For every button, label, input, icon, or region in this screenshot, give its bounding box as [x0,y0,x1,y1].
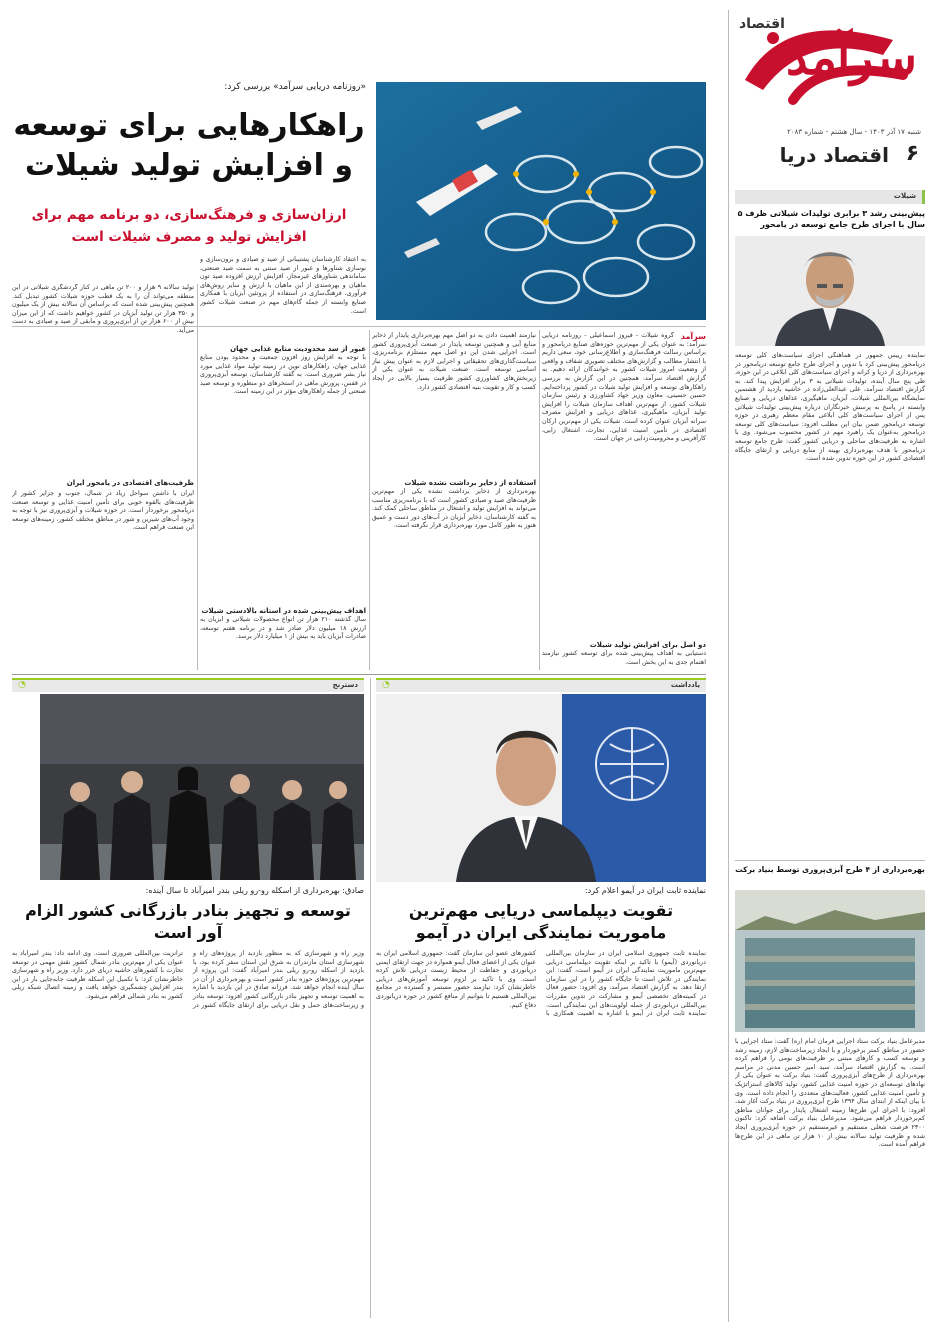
main-column-1-subheading: دو اصل برای افزایش تولید شیلات [589,641,706,649]
main-column-3-subheading: عبور از سد محدودیت منابع غذایی جهان [230,345,366,353]
port-headline: توسعه و تجهیز بنادر بازرگانی کشور الزام آور است [25,901,351,942]
port-story-tag-bar [12,678,364,692]
imo-portrait-photo [376,694,706,882]
imo-story-tag: یادداشت [670,681,700,689]
stories-divider [12,674,706,675]
sidebar-column-divider [728,10,729,1322]
main-fish-farm-photo [376,82,706,320]
page-number: ۶ [905,141,919,166]
sidebar-divider [735,860,925,861]
imo-story-tag-bar [376,678,706,692]
sidebar-tag: شیلات [735,190,925,204]
sidebar-aquaculture-photo [735,890,925,1032]
main-column-4-tail: ایران با داشتن سواحل زیاد در شمال، جنوب و جزایر کشور از ظرفیت‌های بالقوه خوبی برای تأمین امنیت غذایی و توسعه صنعت دریامحور برخوردار است. در حوزه شیلات و آبزی‌پروری نیز با توجه به وجود آب‌های شیرین و شور در مناطق مختلف کشور، زمینه‌های توسعه این صنعت فراهم است. [12,490,194,532]
col-divider-b [369,330,370,670]
main-column-3-subheading-2: اهداف پیش‌بینی شده در استانه بالادستی شیلات [201,607,366,615]
imo-body: نماینده ثابت جمهوری اسلامی ایران در سازمان بین‌المللی دریانوردی (آیمو) با تاکید بر اینکه تقویت دیپلماسی دریایی مهم‌ترین ماموریت نمایندگی ایران در آیمو است، گفت: این نمایندگی در تلاش است تا جایگاه کشور را در این سازمان ارتقا دهد. به گزارش اقتصاد سرآمد، وی افزود: حضور فعال در کمیته‌های تخصصی آیمو و مشارکت در تدوین مقررات بین‌المللی دریانوردی از جمله اولویت‌های این نمایندگی است. نماینده ثابت ایران در آیمو با اشاره به اهمیت همکاری با کشورهای عضو این سازمان گفت: جمهوری اسلامی ایران به عنوان یکی از اعضای فعال آیمو همواره در جهت ارتقای ایمنی دریانوردی و حفاظت از محیط زیست دریایی تلاش کرده است. وی با تاکید بر لزوم توسعه آموزش‌های دریایی خاطرنشان کرد: نیازمند حضور مستمر و گسترده در مجامع بین‌المللی هستیم تا بتوانیم از منافع کشور در حوزه دریانوردی دفاع کنیم. [376,950,706,1018]
sidebar [735,190,925,1320]
wifi-icon: ◔ [382,680,390,690]
main-column-1 [542,330,706,670]
port-visit-illustration [40,694,364,880]
col-divider-a [539,330,540,670]
main-headline: راهکارهایی برای توسعه و افزایش تولید شیلات [13,108,365,183]
sidebar-body-1: نماینده رییس جمهور در هماهنگی اجرای سیاست‌های کلی توسعه دریامحور پیش‌بینی کرد با تدوین و اجرای طرح جامع توسعه دریامحور در بهره‌برداری از دریا و کرانه و اجرای سیاست‌های کلی ابلاغی در این حوزه، طی پنج سال آینده، تولیدات شیلاتی به ۳ برابر افزایش پیدا کند. به گزارش اقتصاد سرآمد، علی عبدالعلی‌زاده در حاشیه بازدید از هشتمین نمایشگاه بین‌المللی شیلات، آبزیان، ماهیگیری، غذاهای دریایی و صنایع وابسته در پاسخ به پرسش خبرنگاران درباره پیش‌بینی تولیدات شیلاتی پس از اجرای سیاست‌های کلی ابلاغی مقام معظم رهبری در حوزه توسعه دریامحور ضمن بیان این مطلب افزود: سیاست‌های کلی توسعه دریامحور به‌عنوان یک راهبرد مهم در کشور محسوب می‌شود. وی با اشاره به ظرفیت‌های ساحلی و دریایی کشور گفت: طرح جامع توسعه دریامحور با هدف بهره‌برداری بهینه از منابع دریایی و ارتقای جایگاه اقتصادی کشور در این حوزه تدوین شده است. [735,352,925,463]
main-column-3-tail: با توجه به افزایش روز افزون جمعیت و محدود بودن منابع غذایی جهان، راهکارهای نوین در زمینه تولید مواد غذایی مورد نیاز بشر ضروری است. به گفته کارشناسان، توسعه آبزی‌پروری در قفس، پرورش ماهی در استخرهای دو منظوره و توسعه صید صنعتی از جمله راهکارهای مؤثر در این زمینه است. [200,354,366,396]
port-story [12,678,364,1318]
dateline: شنبه ۱۷ آذر ۱۴۰۳ - سال هشتم - شماره ۲۰۸۳ [787,128,921,136]
wifi-icon: ◔ [18,680,26,690]
main-kicker: «روزنامه دریایی سرآمد» بررسی کرد: [224,82,366,92]
port-kicker: صادق: بهره‌برداری از اسکله رو-رو ریلی بندر امیرآباد تا سال آینده: [145,886,364,895]
main-column-2-tail: بهره‌برداری از ذخایر برداشت نشده یکی از مهم‌ترین ظرفیت‌های صید و صیادی کشور است که با برنامه‌ریزی مناسب می‌تواند به افزایش تولید و اشتغال در مناطق ساحلی کمک کند. به گفته کارشناسان، ذخایر آبزیان در آب‌های دور دست و عمیق هنوز به طور کامل مورد بهره‌برداری قرار نگرفته است. [372,488,536,530]
aquaculture-illustration [735,890,925,1032]
port-body: وزیر راه و شهرسازی که به منظور بازدید از پروژه‌های راه و شهرسازی استان مازندران به شرق این استان سفر کرده بود، با بازدید از اسکله رو-رو ریلی بندر امیرآباد گفت: این پروژه از مهم‌ترین پروژه‌های حوزه بنادر کشور است و بهره‌برداری از آن در سال آینده انجام خواهد شد. فرزانه صادق در این بازدید با اشاره به اهمیت توسعه و تجهیز بنادر بازرگانی کشور افزود: توسعه بنادر و زیرساخت‌های حمل و نقل دریایی برای ارتقای جایگاه کشور در ترانزیت بین‌المللی ضروری است. وی ادامه داد: بندر امیرآباد به عنوان یکی از مهم‌ترین بنادر شمال کشور نقش مهمی در توسعه تجارت با کشورهای حاشیه دریای خزر دارد. وزیر راه و شهرسازی خاطرنشان کرد: با تکمیل این اسکله ظرفیت جابه‌جایی بار در این بندر افزایش چشمگیری خواهد یافت و زمینه اتصال شبکه ریلی کشور به بنادر شمالی فراهم می‌شود. [12,950,364,1009]
logo-subtitle: اقتصاد [739,16,785,32]
main-column-4-subheading: ظرفیت‌های اقتصادی در یامحور ایران [66,479,194,487]
main-column-4 [12,284,194,670]
port-story-tag: دسترنج [332,681,358,689]
main-column-2-text: نیازمند اهمیت دادن به دو اصل مهم بهره‌برداری پایدار از ذخایر منابع آبی و همچنین توسعه پایدار در صنعت آبزی‌پروری کشور است. اجرایی شدن این دو اصل مهم مستلزم برنامه‌ریزی، سیاست‌گذاری‌های تحقیقاتی و اجرایی لازم به عنوان پیش نیاز اساسی توسعه است. صنعت شیلات به عنوان یکی از زیربخش‌های کشاورزی کشور ظرفیت بسیار بالایی در ایجاد کسب و کار و تقویت بنیه اقتصادی کشور دارد. [372,332,536,391]
port-visit-photo [40,694,364,880]
main-column-2 [372,330,536,670]
main-column-3-tail-2: سال گذشته ۲۱۰ هزار تن انواع محصولات شیلاتی و آبزیان به ارزش ۱۸ میلیون دلار صادر شد و در برنامه هفتم توسعه، صادرات آبزیان باید به بیش از ۱ میلیارد دلار برسد. [200,616,366,641]
section-title: اقتصاد دریا [779,143,889,167]
imo-headline: تقویت دیپلماسی دریایی مهم‌ترین ماموریت نمایندگی ایران در آیمو [408,901,674,942]
main-column-3-text: به اعتقاد کارشناسان پشتیبانی از صید و صیادی و برون‌سازی و نوسازی شناورها و عبور از صید سنتی به سمت صید صنعتی، ساماندهی شناورهای غیرمجاز، افزایش ارزش افزوده صید تون ماهیان و بهره‌مندی از این ماهیان با ارزش و سایر روش‌های فرآوری، فرهنگ‌سازی در استفاده از پروتئین آبزیان با همکاری صنایع وابسته از جمله گام‌های مهم در صنعت شیلات کشور است. [200,256,366,315]
sidebar-headline: پیش‌بینی رشد ۳ برابری تولیدات شیلاتی ظرف ۵ سال با اجرای طرح جامع توسعه در یامحور [737,209,925,229]
main-subhead: ارزان‌سازی و فرهنگ‌سازی، دو برنامه مهم برای افزایش تولید و مصرف شیلات است [31,207,347,245]
main-column-2-subheading: استفاده از ذخایر برداشت نشده شیلات [404,479,536,487]
col-divider-c [197,284,198,670]
masthead [733,8,925,168]
badge-logo-text: سرآمد [680,332,706,341]
logo-text: سرآمد [786,30,917,86]
sidebar-body-2: مدیرعامل بنیاد برکت ستاد اجرایی فرمان امام (ره) گفت: ستاد اجرایی با حضور در مناطق کمتر برخوردار و با ایجاد زیرساخت‌های لازم، زمینه رشد و توسعه کسب و کارهای مبتنی بر ظرفیت‌های بومی را فراهم کرده است. به گزارش اقتصاد سرآمد، سید امیر حسین مدنی در مراسم بهره‌برداری از طرح‌های آبزی‌پروری گفت: بنیاد برکت به عنوان یکی از نهادهای توسعه‌ای در حوزه امنیت غذایی کشور، تولید کالاهای استراتژیک و تأمین امنیت غذایی کشور، فعالیت‌های متعددی را انجام داده است. وی با بیان اینکه از ابتدای سال ۱۳۹۴ طرح آبزی‌پروری در بنیاد برکت آغاز شد، افزود: با اجرای این طرح‌ها زمینه اشتغال پایدار برای جوانان مناطق کم‌برخوردار فراهم می‌شود. مدیرعامل بنیاد برکت اضافه کرد: تاکنون ۲۳۰۰ فرصت شغلی مستقیم و غیرمستقیم در حوزه آبزی‌پروری ایجاد شده و ظرفیت تولید سالانه بیش از ۱۰ هزار تن ماهی در این طرح‌ها فراهم آمده است. [735,1038,925,1149]
logo [733,10,925,110]
main-column-1-tail: دستیابی به اهداف پیش‌بینی شده برای توسعه کشور نیازمند اهتمام جدی به این بخش است. [542,650,706,666]
imo-portrait-illustration [376,694,706,882]
main-column-1-text: گروه شیلات - فیروز اسماعیلی - روزنامه دریایی سرآمد: به عنوان یکی از مهم‌ترین حوزه‌های صنایع دریامحور و براساس رسالت فرهنگ‌سازی و اطلاع‌رسانی خود، سعی داریم با انتشار مطالب و گزارش‌های مختلف تصویری شفاف و واقعی از وضعیت امروز شیلات کشور به خوانندگان ارائه دهیم. به گزارش اقتصاد سرآمد، همچنین در این گزارش به بررسی راهکارهای توسعه و افزایش تولید شیلات در کشور پرداخته‌ایم. حسین حسینی، معاون وزیر جهاد کشاورزی و رئیس سازمان شیلات کشور، از مهم‌ترین اهداف سازمان شیلات را افزایش تولید آبزیان، ماهیگیری، غذاهای دریایی و افزایش مصرف سرانه آبزیان عنوان کرده است. شیلات یکی از مهم‌ترین ارکان اقتصادی در تأمین امنیت غذایی، تجارت، اشتغال زایی، کارآفرینی و محرومیت‌زدایی در جهان است. [542,332,706,443]
fish-farm-illustration [376,82,706,320]
main-column-4-text: تولید سالانه ۹ هزار و ۲۰۰ تن ماهی در کنار گردشگری شیلاتی در این منطقه می‌تواند آن را به یک قطب حوزه شیلات کشور تبدیل کند. همچنین پیش‌بینی شده است که براساس آن سالانه بیش از یک میلیون و ۳۵۰ هزار تن تولید آبزیان در کشور خواهیم داشت که از این میزان بیش از ۶۰۰ هزار تن از آبزی‌پروری و مابقی از صید و صیادی به دست می‌آید. [12,284,194,334]
portrait-illustration [735,236,925,346]
stories-column-divider [370,678,371,1318]
sidebar-portrait-photo [735,236,925,346]
imo-story [376,678,706,1318]
sidebar-sub-headline: بهره‌برداری از ۴ طرح آبزی‌پروری توسط بنیاد برکت [735,865,925,874]
main-column-3 [200,256,366,670]
main-header [12,82,366,282]
imo-kicker: نماینده ثابت ایران در آیمو اعلام کرد: [584,886,706,895]
